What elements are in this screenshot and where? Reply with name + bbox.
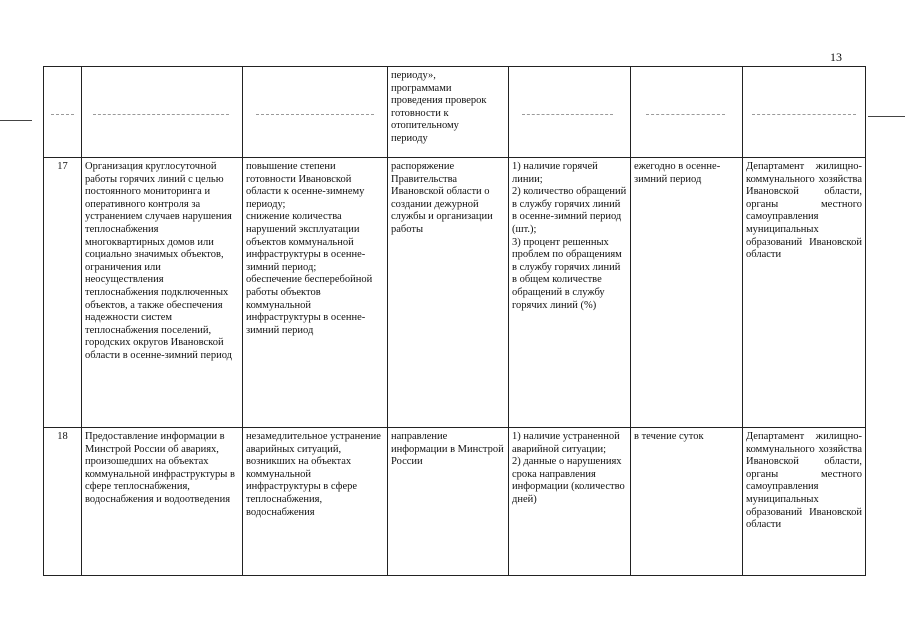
cell-document-continuation: периоду», программами проведения проверок готовности к отопительному периоду bbox=[388, 67, 509, 158]
table-row bbox=[44, 158, 866, 428]
page-number: 13 bbox=[830, 50, 842, 64]
measures-table bbox=[43, 66, 866, 576]
cell-empty bbox=[82, 67, 243, 158]
indicators-cell: 1) наличие устраненной аварийной ситуации; 2) данные о нарушениях срока направления информации (количество дней) bbox=[509, 428, 631, 576]
cell-empty bbox=[743, 67, 866, 158]
goal-cell: незамедлительное устранение аварийных ситуаций, возникших на объектах коммунальной инфраструктуры в сфере теплоснабжения, водоснабжения bbox=[243, 428, 388, 576]
cell-empty bbox=[509, 67, 631, 158]
table-row bbox=[44, 428, 866, 576]
activity-cell: Предоставление информации в Минстрой России об авариях, произошедших на объектах коммунальной инфраструктуры в сфере теплоснабжения, водоснабжения и водоотведения bbox=[82, 428, 243, 576]
deadline-cell: ежегодно в осенне-зимний период bbox=[631, 158, 743, 428]
row-number: 17 bbox=[44, 158, 82, 428]
cell-empty bbox=[631, 67, 743, 158]
document-cell: направление информации в Минстрой России bbox=[388, 428, 509, 576]
activity-cell: Организация круглосуточной работы горячих линий с целью постоянного мониторинга и оперативного контроля за устранением случаев нарушения теплоснабжения многоквартирных домов или социально значимых объектов, ограничения или неосуществления теплоснабжения подключенных объектов, а также обеспечения надежности систем теплоснабжения поселений, городских округов Ивановской области в осенне-зимний период bbox=[82, 158, 243, 428]
document-cell: распоряжение Правительства Ивановской области о создании дежурной службы и организации работы bbox=[388, 158, 509, 428]
row-number: 18 bbox=[44, 428, 82, 576]
scan-mark-left bbox=[0, 120, 32, 121]
cell-empty bbox=[44, 67, 82, 158]
cell-empty bbox=[243, 67, 388, 158]
responsible-cell: Департамент жилищно-коммунального хозяйства Ивановской области, органы местного самоуправления муниципальных образований Ивановской области bbox=[743, 428, 866, 576]
deadline-cell: в течение суток bbox=[631, 428, 743, 576]
indicators-cell: 1) наличие горячей линии; 2) количество обращений в службу горячих линий в осенне-зимний период (шт.); 3) процент решенных проблем по обращениям в службу горячих линий в общем количестве обращений в службу горячих линий (%) bbox=[509, 158, 631, 428]
continuation-row bbox=[44, 67, 866, 158]
goal-cell: повышение степени готовности Ивановской области к осенне-зимнему периоду; снижение количества нарушений эксплуатации объектов коммунальной инфраструктуры в осенне-зимний период; обеспечение бесперебойной работы объектов коммунальной инфраструктуры в осенне-зимний период bbox=[243, 158, 388, 428]
scan-mark-right bbox=[868, 116, 905, 117]
responsible-cell: Департамент жилищно-коммунального хозяйства Ивановской области, органы местного самоуправления муниципальных образований Ивановской области bbox=[743, 158, 866, 428]
